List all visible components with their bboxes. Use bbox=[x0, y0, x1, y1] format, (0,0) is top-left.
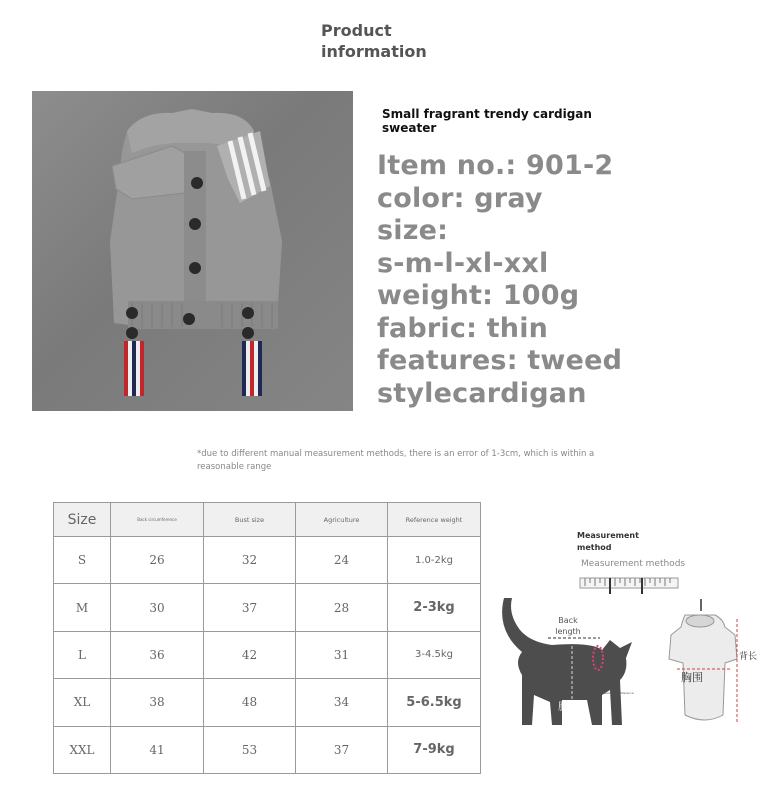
cell-size: XXL bbox=[54, 726, 111, 773]
cell-bust: 32 bbox=[204, 537, 296, 584]
cell-size: S bbox=[54, 537, 111, 584]
cell-back: 30 bbox=[111, 584, 204, 631]
cell-weight: 2-3kg bbox=[388, 584, 481, 631]
spec-list bbox=[377, 150, 777, 410]
cell-size: XL bbox=[54, 679, 111, 726]
cell-agri: 37 bbox=[296, 726, 388, 773]
spec-color: color: gray bbox=[377, 182, 543, 214]
cell-size: M bbox=[54, 584, 111, 631]
page-title: Product information bbox=[321, 21, 427, 61]
header-size: Size bbox=[54, 503, 111, 537]
table-header-row bbox=[54, 503, 481, 537]
cell-back: 26 bbox=[111, 537, 204, 584]
spec-weight: weight: 100g bbox=[377, 280, 580, 311]
cell-back: 41 bbox=[111, 726, 204, 773]
spec-size-label: size: bbox=[377, 215, 449, 246]
product-photo bbox=[32, 91, 353, 411]
measurement-methods-label: Measurement methods bbox=[581, 559, 686, 569]
header-back-circumference: Back circumference bbox=[111, 503, 204, 537]
cell-weight: 3-4.5kg bbox=[388, 631, 481, 678]
cell-back: 36 bbox=[111, 631, 204, 678]
sweater-illustration bbox=[32, 91, 353, 411]
cell-weight: 7-9kg bbox=[388, 726, 481, 773]
cat-diagram bbox=[492, 590, 642, 740]
cell-back: 38 bbox=[111, 679, 204, 726]
spec-features: features: tweed bbox=[377, 345, 623, 376]
spec-features-cont: stylecardigan bbox=[377, 377, 587, 409]
cat-chest-label: 胸围 bbox=[558, 702, 578, 713]
table-row bbox=[54, 679, 481, 726]
shirt-chest-label: 胸围 bbox=[681, 671, 703, 684]
shirt-length-label: 背长 bbox=[739, 652, 758, 662]
cell-agri: 28 bbox=[296, 584, 388, 631]
header-agriculture: Agriculture bbox=[296, 503, 388, 537]
header-bust-size: Bust size bbox=[204, 503, 296, 537]
size-table bbox=[53, 502, 481, 774]
cell-bust: 53 bbox=[204, 726, 296, 773]
table-row bbox=[54, 584, 481, 631]
spec-item-no: Item no.: 901-2 bbox=[377, 150, 614, 181]
table-row bbox=[54, 726, 481, 773]
cell-bust: 37 bbox=[204, 584, 296, 631]
table-row bbox=[54, 631, 481, 678]
back-length-label: Back length bbox=[555, 616, 581, 636]
cell-agri: 34 bbox=[296, 679, 388, 726]
header-reference-weight: Reference weight bbox=[388, 503, 481, 537]
cell-bust: 48 bbox=[204, 679, 296, 726]
measurement-note: *due to different manual measurement methods, there is an error of 1-3cm, which is within a reasonable range bbox=[197, 449, 595, 472]
cell-size: L bbox=[54, 631, 111, 678]
spec-size-values: s-m-l-xl-xxl bbox=[377, 247, 549, 279]
table-row bbox=[54, 537, 481, 584]
cell-weight: 1.0-2kg bbox=[388, 537, 481, 584]
cell-agri: 31 bbox=[296, 631, 388, 678]
product-name: Small fragrant trendy cardigan sweater bbox=[382, 107, 592, 135]
cell-weight: 5-6.5kg bbox=[388, 679, 481, 726]
sweater-measure-diagram bbox=[655, 597, 758, 737]
cat-neck-label: Back circumference bbox=[604, 691, 634, 695]
cell-bust: 42 bbox=[204, 631, 296, 678]
cell-agri: 24 bbox=[296, 537, 388, 584]
measurement-title: Measurement method bbox=[577, 531, 639, 552]
spec-fabric: fabric: thin bbox=[377, 312, 549, 344]
